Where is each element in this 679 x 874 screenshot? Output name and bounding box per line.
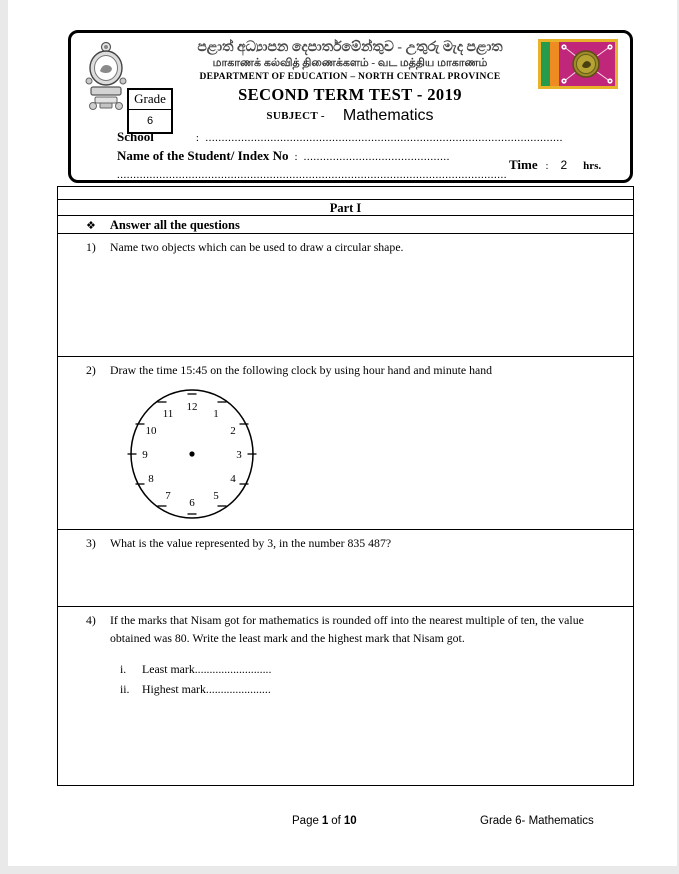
time-field: Time : 2 hrs. [509,157,602,172]
part-header: Part I [58,199,633,215]
question-3-text: What is the value represented by 3, in the number 835 487? [110,536,392,550]
clock-number: 2 [230,424,236,437]
subject-row [176,107,524,125]
student-name-field: Name of the Student/ Index No : ............................................. [117,148,450,163]
clock-center-dot [189,451,194,456]
subject-label: SUBJECT - [266,110,325,122]
clock-number: 4 [230,472,236,485]
question-table [57,186,634,786]
clock-number: 7 [165,489,171,502]
footer-subject-label: Grade 6- Mathematics [480,815,594,827]
subject-value: Mathematics [342,107,434,124]
total-pages: 10 [343,815,357,827]
clock-number: 6 [189,496,195,509]
diamond-bullet-icon: ❖ [86,219,96,232]
clock-number: 1 [213,407,219,420]
question-1-number: 1) [86,240,96,254]
time-label: Time [509,157,538,172]
question-3-number: 3) [86,536,96,550]
spacer-row [58,187,633,199]
question-2-row [58,356,633,529]
header-text-block [176,39,524,125]
clock-number: 10 [145,424,157,437]
question-1-row [58,233,633,356]
school-label: School [117,129,154,144]
question-4-row [58,606,633,785]
clock-number: 11 [162,407,174,420]
province-flag-icon [538,39,618,89]
question-4-subitems [120,661,623,698]
grade-label: Grade [129,90,171,110]
department-name-english: DEPARTMENT OF EDUCATION – NORTH CENTRAL PROVINCE [199,72,501,82]
clock-number: 9 [142,448,148,461]
name-dotted-line: ............................................. [303,151,450,163]
instruction-text: Answer all the questions [109,218,240,232]
subitem-least-mark: i. Least mark.......................... [120,662,272,677]
document-page [8,0,677,866]
time-value: 2 [560,158,568,172]
school-dotted-line: : .............................................................................................................. [195,132,563,144]
subitem-highest-mark: ii. Highest mark...................... [120,682,271,697]
question-2-text: Draw the time 15:45 on the following clock by using hour hand and minute hand [110,363,493,377]
department-name-sinhala: පළාත් අධ්‍යාපන දෙපාර්තමේන්තුව - උතුරු මැද පළාත [197,40,503,55]
grade-value: 6 [146,115,154,127]
question-1-text: Name two objects which can be used to draw a circular shape. [110,240,404,254]
school-field [117,129,563,145]
clock-number: 3 [236,448,242,461]
test-title: SECOND TERM TEST - 2019 [238,85,462,104]
government-emblem-icon [83,41,129,111]
header-box [68,30,633,183]
clock-number: 12 [186,400,198,413]
clock-number: 5 [213,489,219,502]
page-number-footer: Page 1 of 10 [292,815,357,827]
name-dotted-line-2: ........................................................................................................................ [117,169,507,181]
time-unit: hrs. [583,160,602,172]
department-name-tamil: மாகாணக் கல்வித் திணைக்களம் - வட மத்திய மாகாணம் [212,57,488,69]
instruction-row [58,215,633,233]
clock-number: 8 [148,472,154,485]
grade-box [127,88,173,134]
question-3-row [58,529,633,606]
question-4-text: If the marks that Nisam got for mathematics is rounded off into the nearest multiple of ten, the value obtained was 80. Write the least mark and the highest mark that Nisam got. [110,613,584,645]
student-name-label: Name of the Student/ Index No [117,148,289,163]
clock-face [124,386,260,522]
question-2-number: 2) [86,363,96,377]
current-page-number: 1 [321,815,329,827]
question-4-number: 4) [86,613,96,627]
